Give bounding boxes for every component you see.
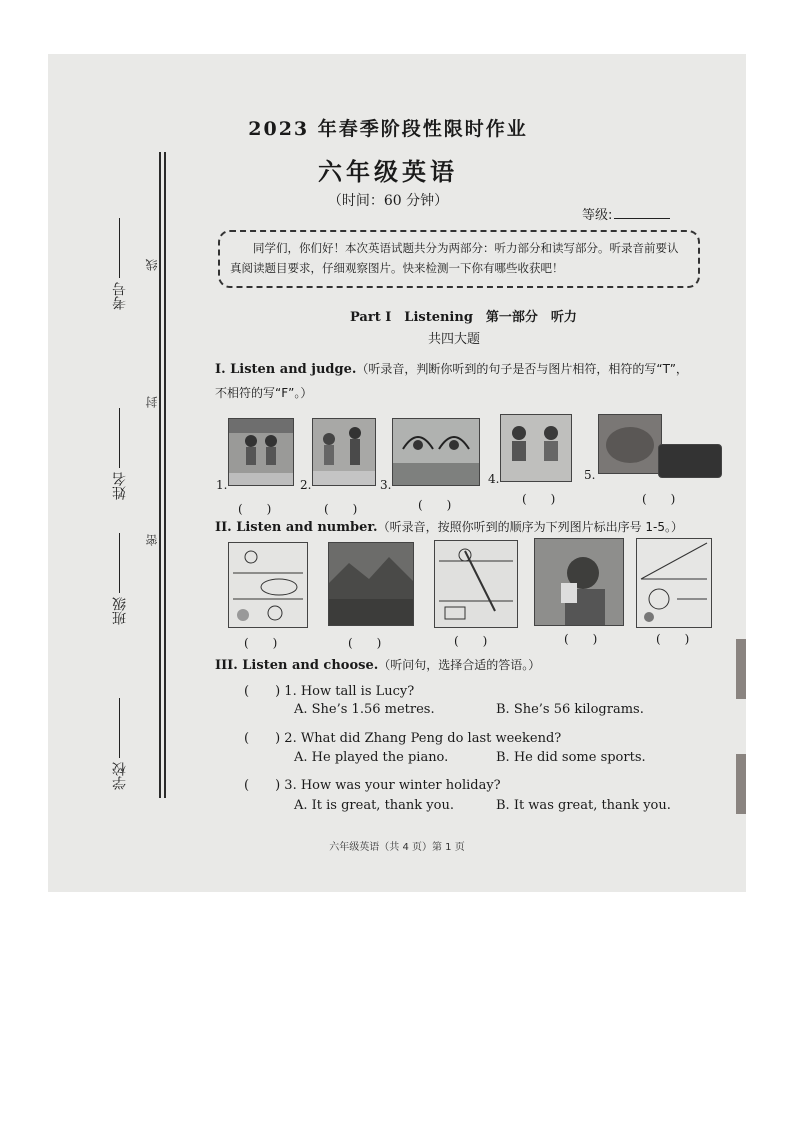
scan-edge-artifact [736,639,746,699]
judge-number: 3. [380,478,392,492]
option-b: B. It was great, thank you. [496,798,671,813]
judge-picture-1 [228,418,294,486]
school-field[interactable] [110,694,130,790]
judge-answer-blank[interactable]: ( ) [642,492,676,506]
option-a: A. She’s 1.56 metres. [294,702,435,717]
judge-number: 2. [300,478,312,492]
name-label: 姓名 [112,472,128,500]
number-answer-blank[interactable]: ( ) [564,632,598,646]
exam-time: （时间：60 分钟） [327,193,449,209]
exam-number-label: 考号 [112,282,128,310]
judge-answer-blank[interactable]: ( ) [418,498,452,512]
judge-answer-blank[interactable]: ( ) [238,502,272,516]
section3-title: III. Listen and choose.（听问句，选择合适的答语。） [215,658,541,673]
seal-mi: 密 [145,534,159,546]
name-field[interactable] [110,404,130,500]
judge-answer-blank[interactable]: ( ) [522,492,556,506]
judge-picture-3 [392,418,480,486]
number-picture-5 [636,538,712,628]
number-answer-blank[interactable]: ( ) [656,632,690,646]
judge-picture-5-animal [598,414,662,474]
number-picture-4 [534,538,624,626]
number-answer-blank[interactable]: ( ) [348,636,382,650]
section1-title-cont: 不相符的写“F”。） [215,386,313,400]
exam-sheet [48,54,746,892]
question-text: 1. How tall is Lucy? [284,684,415,699]
judge-answer-blank[interactable]: ( ) [324,502,358,516]
judge-number: 4. [488,472,500,486]
choose-question-3 [244,774,501,793]
judge-number: 5. [584,468,596,482]
part-heading: Part I Listening 第一部分 听力 [350,310,577,325]
judge-picture-5-bus [658,444,722,478]
grade-label: 等级: [582,208,613,223]
seal-xian: 线 [145,259,159,271]
number-picture-3 [434,540,518,628]
option-a: A. He played the piano. [294,750,449,765]
judge-picture-4 [500,414,572,482]
page-footer: 六年级英语（共 4 页）第 1 页 [329,842,465,853]
exam-title: 2023 年春季阶段性限时作业 [248,118,528,140]
scan-edge-artifact [736,754,746,814]
option-a: A. It is great, thank you. [294,798,454,813]
judge-picture-2 [312,418,376,486]
judge-number: 1. [216,478,228,492]
question-text: 3. How was your winter holiday? [284,778,501,793]
number-answer-blank[interactable]: ( ) [244,636,278,650]
choose-question-1 [244,680,414,699]
choose-answer-blank[interactable]: ( ) [244,684,281,699]
number-answer-blank[interactable]: ( ) [454,634,488,648]
seal-feng: 封 [145,396,159,408]
binding-line [159,152,161,798]
notice-box: 同学们，你们好！本次英语试题共分为两部分：听力部分和读写部分。听录音前要认真阅读题目要求，仔细观察图片。快来检测一下你有哪些收获吧！ [218,230,700,288]
option-b: B. He did some sports. [496,750,646,765]
part-subheading: 共四大题 [428,332,481,347]
section2-title: II. Listen and number.（听录音，按照你听到的顺序为下列图片标出序号 1-5。） [215,520,683,535]
number-picture-2 [328,542,414,626]
choose-question-2 [244,727,561,746]
class-label: 班级 [112,597,128,625]
option-b: B. She’s 56 kilograms. [496,702,644,717]
choose-answer-blank[interactable]: ( ) [244,778,281,793]
choose-answer-blank[interactable]: ( ) [244,731,281,746]
grade-field[interactable] [582,204,670,223]
question-text: 2. What did Zhang Peng do last weekend? [284,731,562,746]
school-label: 学校 [112,762,128,790]
binding-line [164,152,166,798]
section1-title: I. Listen and judge.（听录音，判断你听到的句子是否与图片相符，相符的写“T”， [215,362,688,377]
exam-number-field[interactable] [110,214,130,310]
class-field[interactable] [110,529,130,625]
number-picture-1 [228,542,308,628]
subject-title: 六年级英语 [318,157,458,186]
